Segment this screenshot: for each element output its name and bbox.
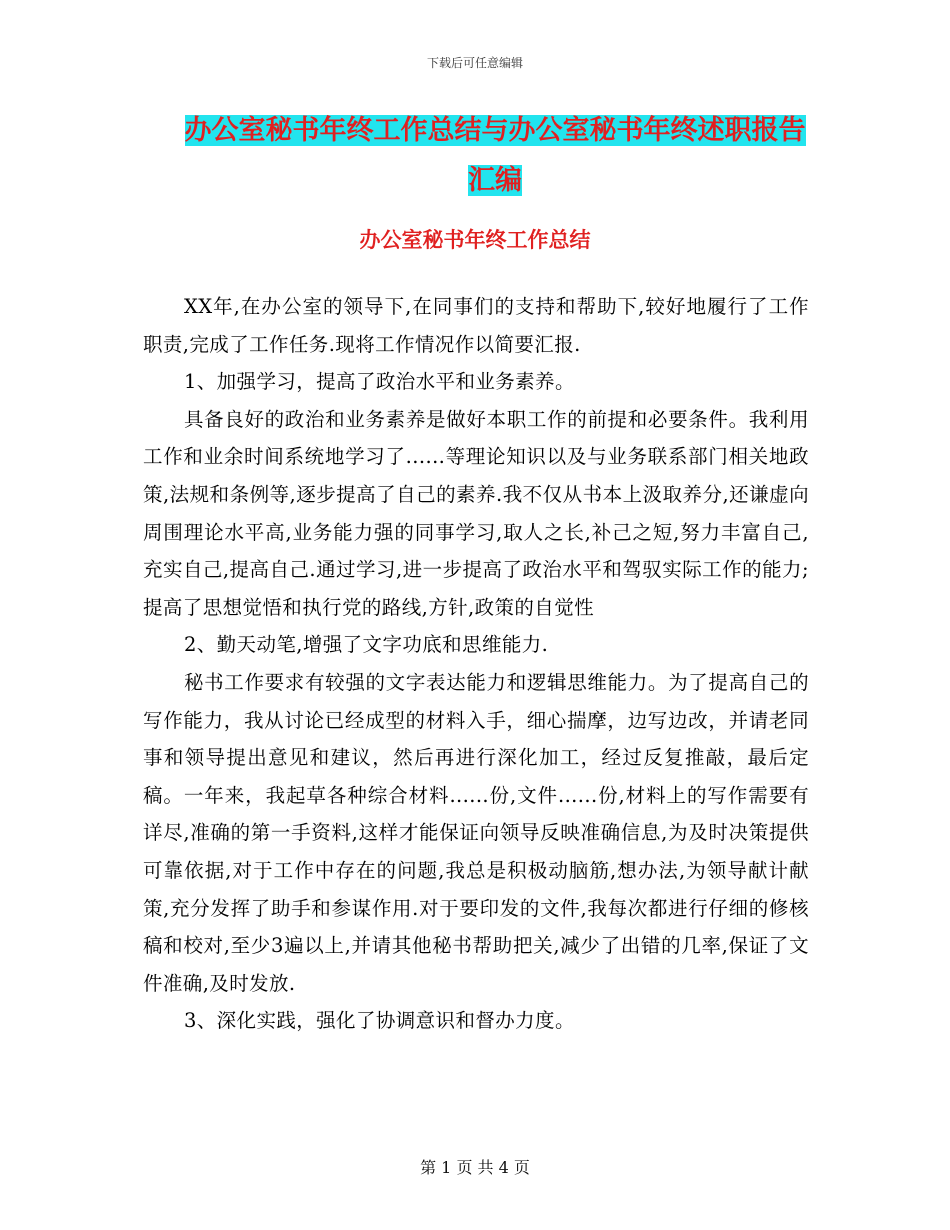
paragraph: 秘书工作要求有较强的文字表达能力和逻辑思维能力。为了提高自己的写作能力，我从讨论已经成型的材料入手，细心揣摩，边写边改，并请老同事和领导提出意见和建议，然后再进行深化加工，经过反复推敲，最后定稿。一年来，我起草各种综合材料......份,文件......份,材料上的写作需要有详尽,准确的第一手资料,这样才能保证向领导反映准确信息,为及时决策提供可靠依据,对于工作中存在的问题,我总是积极动脑筋,想办法,为领导献计献策,充分发挥了助手和参谋作用.对于要印发的文件,我每次都进行仔细的修核稿和校对,至少3遍以上,并请其他秘书帮助把关,减少了出错的几率,保证了文件准确,及时发放. xyxy=(143,670,809,995)
section-title: 办公室秘书年终工作总结 xyxy=(359,228,591,252)
title-line-2: 汇编 xyxy=(468,165,522,196)
body-text xyxy=(143,288,809,1040)
document-title xyxy=(180,106,810,206)
header-note: 下载后可任意编辑 xyxy=(426,56,523,70)
page-footer: 第 1 页 共 4 页 xyxy=(420,1158,530,1177)
paragraph: 具备良好的政治和业务素养是做好本职工作的前提和必要条件。我利用工作和业余时间系统地学习了......等理论知识以及与业务联系部门相关地政策,法规和条例等,逐步提高了自己的素养.我不仅从书本上汲取养分,还谦虚向周围理论水平高,业务能力强的同事学习,取人之长,补己之短,努力丰富自己,充实自己,提高自己.通过学习,进一步提高了政治水平和驾驭实际工作的能力;提高了思想觉悟和执行党的路线,方针,政策的自觉性 xyxy=(143,407,809,619)
paragraph-heading: 1、加强学习，提高了政治水平和业务素养。 xyxy=(183,370,575,394)
paragraph-heading: 2、勤天动笔,增强了文字功底和思维能力. xyxy=(183,633,549,657)
paragraph-heading: 3、深化实践，强化了协调意识和督办力度。 xyxy=(183,1009,575,1033)
title-line-1: 办公室秘书年终工作总结与办公室秘书年终述职报告 xyxy=(184,115,806,146)
paragraph: XX年,在办公室的领导下,在同事们的支持和帮助下,较好地履行了工作职责,完成了工作任务.现将工作情况作以简要汇报. xyxy=(143,295,809,356)
